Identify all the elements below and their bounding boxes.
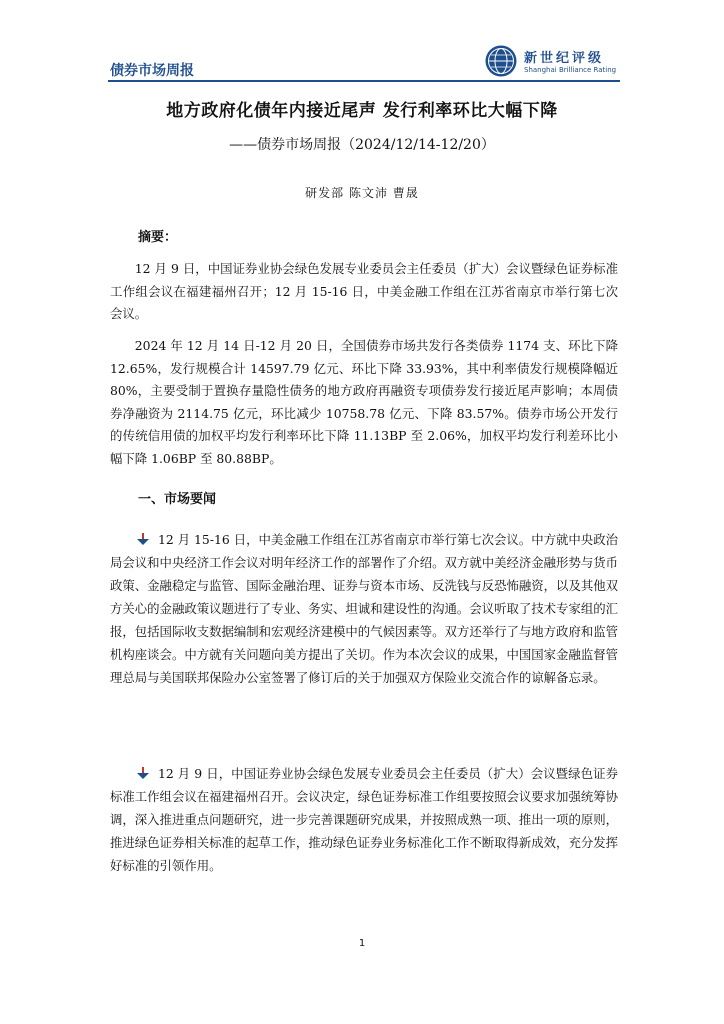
abstract-paragraph: 2024 年 12 月 14 日-12 月 20 日，全国债券市场共发行各类债券 1174 支、环比下降 12.65%，发行规模合计 14597.79 亿元、环比下降 33.93%，其中利率债发行规模降幅近 80%，主要受制于置换存量隐性债务的地方政府再融资专项债券发行接近尾声影响；本周债券净融资为 2114.75 亿元，环比减少 10758.78 亿元、下降 83.57%。债券市场公开发行的传统信用债的加权平均发行利率环比下降 11.13BP 至 2.06%，加权平均发行利差环比小幅下降 1.06BP 至 80.88BP。 xyxy=(110,338,618,466)
logo-chinese-name: 新世纪评级 xyxy=(524,51,605,66)
section-heading: 一、市场要闻 xyxy=(138,492,217,507)
brand-logo xyxy=(484,44,624,80)
news-item-text: 12 月 15-16 日，中美金融工作组在江苏省南京市举行第七次会议。中方就中央政治局会议和中央经济工作会议对明年经济工作的部署作了介绍。双方就中美经济金融形势与货币政策、金融稳定与监管、国际金融治理、证券与资本市场、反洗钱与反恐怖融资，以及其他双方关心的金融政策议题进行了专业、务实、坦诚和建设性的沟通。会议听取了技术专家组的汇报，包括国际收支数据编制和宏观经济建模中的气候因素等。双方还举行了与地方政府和监管机构座谈会。中方就有关问题向美方提出了关切。作为本次会议的成果，中国国家金融监督管理总局与美国联邦保险办公室签署了修订后的关于加强双方保险业交流合作的谅解备忘录。 xyxy=(110,532,619,685)
news-item-text: 12 月 9 日，中国证券业协会绿色发展专业委员会主任委员（扩大）会议暨绿色证券标准工作组会议在福建福州召开。会议决定，绿色证券标准工作组要按照会议要求加强统筹协调，深入推进重点问题研究，进一步完善课题研究成果，并按照成熟一项、推出一项的原则，推进绿色证券相关标准的起草工作，推动绿色证券业务标准化工作不断取得新成效，充分发挥好标准的引领作用。 xyxy=(110,766,619,873)
news-item xyxy=(110,528,618,689)
globe-logo-icon xyxy=(484,44,518,78)
abstract-paragraph: 12 月 9 日，中国证券业协会绿色发展专业委员会主任委员（扩大）会议暨绿色证券标准工作组会议在福建福州召开；12 月 15-16 日，中美金融工作组在江苏省南京市举行第七次会议。 xyxy=(110,261,618,321)
arrow-bullet-icon xyxy=(136,767,150,779)
arrow-bullet-icon xyxy=(136,533,150,545)
header-divider xyxy=(108,80,620,82)
page-number: 1 xyxy=(358,938,366,949)
authors-line: 研发部 陈文沛 曹晟 xyxy=(305,186,419,200)
document-title: 地方政府化债年内接近尾声 发行利率环比大幅下降 xyxy=(166,101,558,121)
logo-english-name: Shanghai Brilliance Rating xyxy=(524,66,617,74)
news-item xyxy=(110,762,618,877)
header-title: 债券市场周报 xyxy=(110,63,194,79)
abstract-label: 摘要： xyxy=(138,230,178,245)
document-subtitle: ——债券市场周报（2024/12/14-12/20） xyxy=(229,137,495,153)
